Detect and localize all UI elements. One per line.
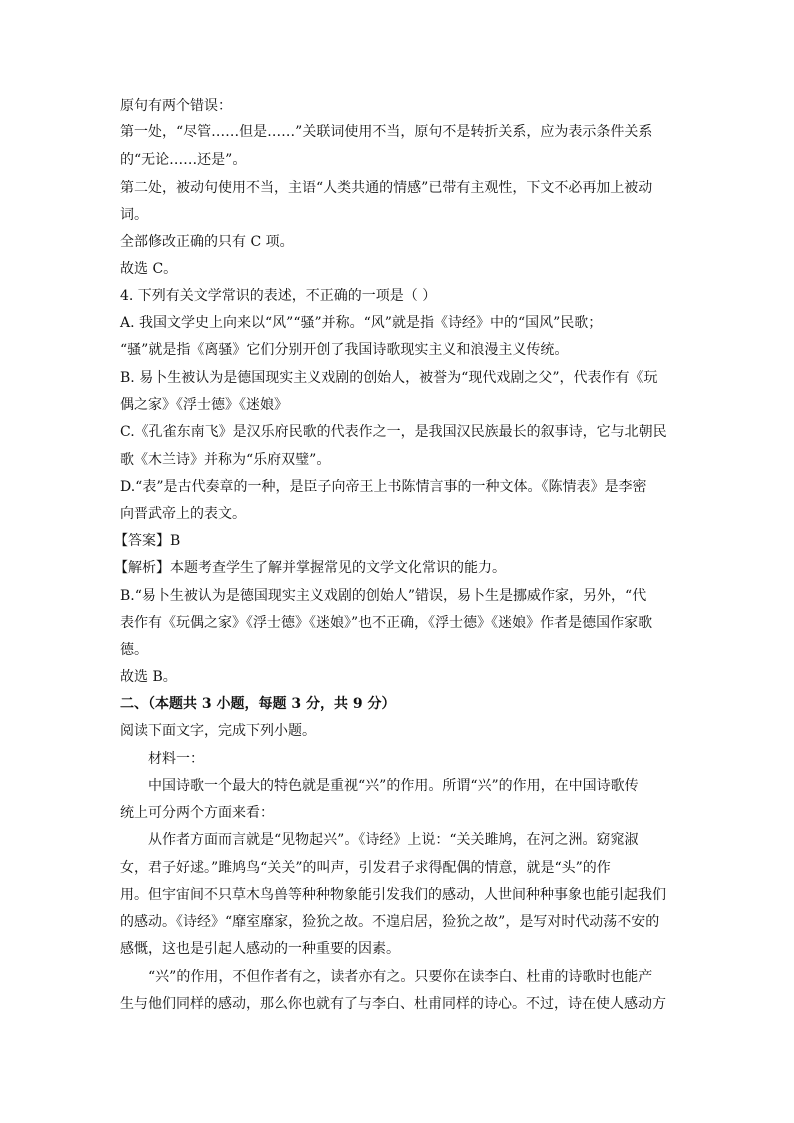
text-line: 感慨，这也是引起人感动的一种重要的因素。 <box>120 941 400 957</box>
text-line: “兴”的作用，不但作者有之，读者亦有之。只要你在读李白、杜甫的诗歌时也能产 <box>148 969 653 985</box>
text-line: 故选 C。 <box>120 261 178 277</box>
option-c-line-1: C.《孔雀东南飞》是汉乐府民歌的代表作之一，是我国汉民族最长的叙事诗，它与北朝民 <box>120 424 667 440</box>
text-line: 第一处，“尽管……但是……”关联词使用不当，原句不是转折关系，应为表示条件关系 <box>120 124 653 140</box>
text-line: 的感动。《诗经》“靡室靡家，猃狁之故。不遑启居，猃狁之故”，是写对时代动荡不安的 <box>120 914 660 930</box>
answer-line: 【答案】B <box>114 533 181 549</box>
text-line: 德。 <box>120 642 148 658</box>
option-d-line-2: 向晋武帝上的表文。 <box>120 506 246 522</box>
text-line: 全部修改正确的只有 C 项。 <box>120 234 294 250</box>
option-b-line-1: B. 易卜生被认为是德国现实主义戏剧的创始人，被誉为“现代戏剧之父”，代表作有《玩 <box>120 370 658 386</box>
text-line: B.“易卜生被认为是德国现实主义戏剧的创始人”错误，易卜生是挪威作家，另外，“代 <box>120 588 647 604</box>
text-line: 中国诗歌一个最大的特色就是重视“兴”的作用。所谓“兴”的作用，在中国诗歌传 <box>148 778 639 794</box>
text-line: 第二处，被动句使用不当，主语“人类共通的情感”已带有主观性，下文不必再加上被动 <box>120 180 653 196</box>
text-line: 用。但宇宙间不只草木鸟兽等种种物象能引发我们的感动，人世间种种事象也能引起我们 <box>120 887 666 903</box>
option-b-line-2: 偶之家》《浮士德》《迷娘》 <box>120 397 288 413</box>
text-line: 故选 B。 <box>120 669 177 685</box>
text-line: 表作有《玩偶之家》《浮士德》《迷娘》”也不正确，《浮士德》《迷娘》作者是德国作家歌 <box>120 615 653 631</box>
text-line: 女，君子好逑。”雎鸠鸟“关关”的叫声，引发君子求得配偶的情意，就是“头”的作 <box>120 860 611 876</box>
text-line: 生与他们同样的感动，那么你也就有了与李白、杜甫同样的诗心。不过，诗在使人感动方 <box>120 996 666 1012</box>
option-a-line-1: A. 我国文学史上向来以“风”“骚”并称。“风”就是指《诗经》中的“国风”民歌； <box>120 315 603 331</box>
text-line: 词。 <box>120 207 148 223</box>
analysis-line: 【解析】本题考查学生了解并掌握常见的文学文化常识的能力。 <box>114 560 506 576</box>
option-d-line-1: D.“表”是古代奏章的一种，是臣子向帝王上书陈情言事的一种文体。《陈情表》是李密 <box>120 479 647 495</box>
text-line: 统上可分两个方面来看： <box>120 805 274 821</box>
option-a-line-2: “骚”就是指《离骚》它们分别开创了我国诗歌现实主义和浪漫主义传统。 <box>120 342 569 358</box>
text-line: 的“无论……还是”。 <box>120 152 247 168</box>
text-line: 阅读下面文字，完成下列小题。 <box>120 723 316 739</box>
question-title: 4. 下列有关文学常识的表述，不正确的一项是（ ） <box>120 288 437 304</box>
text-line: 原句有两个错误： <box>120 98 232 114</box>
material-label: 材料一： <box>148 751 204 767</box>
section-heading: 二、（本题共 3 小题，每题 3 分，共 9 分） <box>120 696 396 712</box>
option-c-line-2: 歌《木兰诗》并称为“乐府双璧”。 <box>120 452 331 468</box>
text-line: 从作者方面而言就是“见物起兴”。《诗经》上说：“关关雎鸠，在河之洲。窈窕淑 <box>148 832 639 848</box>
